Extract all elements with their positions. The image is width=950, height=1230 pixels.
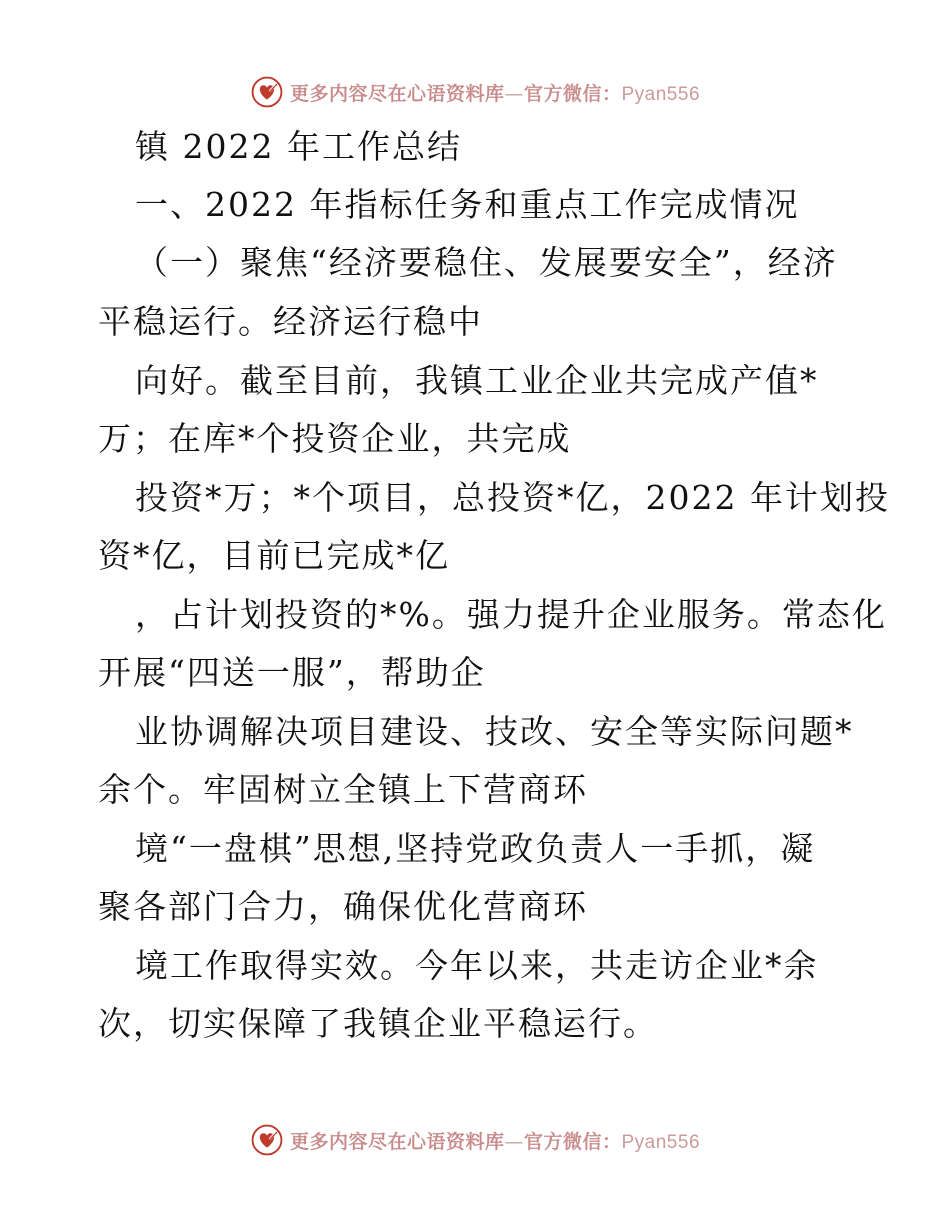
paragraph-line: 投资*万；*个项目，总投资*亿，2022 年计划投 [135,478,890,517]
watermark-wechat-id: Pyan556 [621,83,701,105]
watermark-wechat-label: 官方微信： [523,1130,622,1153]
paragraph-line: 向好。截至目前，我镇工业企业共完成产值* [135,361,819,400]
watermark-text [290,1127,700,1154]
document-title: 镇 2022 年工作总结 [135,127,462,166]
paragraph-line: ，占计划投资的*%。强力提升企业服务。常态化 [135,595,887,634]
watermark-text [290,79,700,106]
heart-pen-logo-icon [250,75,284,109]
paragraph-line: 万；在库*个投资企业，共完成 [98,419,572,458]
paragraph-line: 开展“四送一服”，帮助企 [98,653,486,692]
watermark-wechat-label: 官方微信： [523,82,622,105]
watermark-main-text: 更多内容尽在心语资料库 [289,82,505,105]
paragraph-line: 余个。牢固树立全镇上下营商环 [98,770,588,809]
paragraph-line: 境“一盘棋”思想,坚持党政负责人一手抓，凝 [135,829,816,868]
paragraph-line: 平稳运行。经济运行稳中 [98,302,483,341]
paragraph-line: 业协调解决项目建设、技改、安全等实际问题* [135,712,854,751]
watermark-separator: — [504,1130,524,1153]
watermark-wechat-id: Pyan556 [621,1131,701,1153]
paragraph-line: 境工作取得实效。今年以来，共走访企业*余 [135,946,819,985]
watermark-header [0,72,950,112]
watermark-separator: — [504,82,524,105]
paragraph-line: 资*亿，目前已完成*亿 [98,536,450,575]
watermark-main-text: 更多内容尽在心语资料库 [289,1130,505,1153]
paragraph-line: （一）聚焦“经济要稳住、发展要安全”，经济 [135,243,838,282]
section-heading: 一、2022 年指标任务和重点工作完成情况 [135,185,800,224]
heart-pen-logo-icon [250,1123,284,1157]
watermark-footer [0,1120,950,1160]
paragraph-line: 次，切实保障了我镇企业平稳运行。 [98,1004,658,1043]
paragraph-line: 聚各部门合力，确保优化营商环 [98,887,588,926]
